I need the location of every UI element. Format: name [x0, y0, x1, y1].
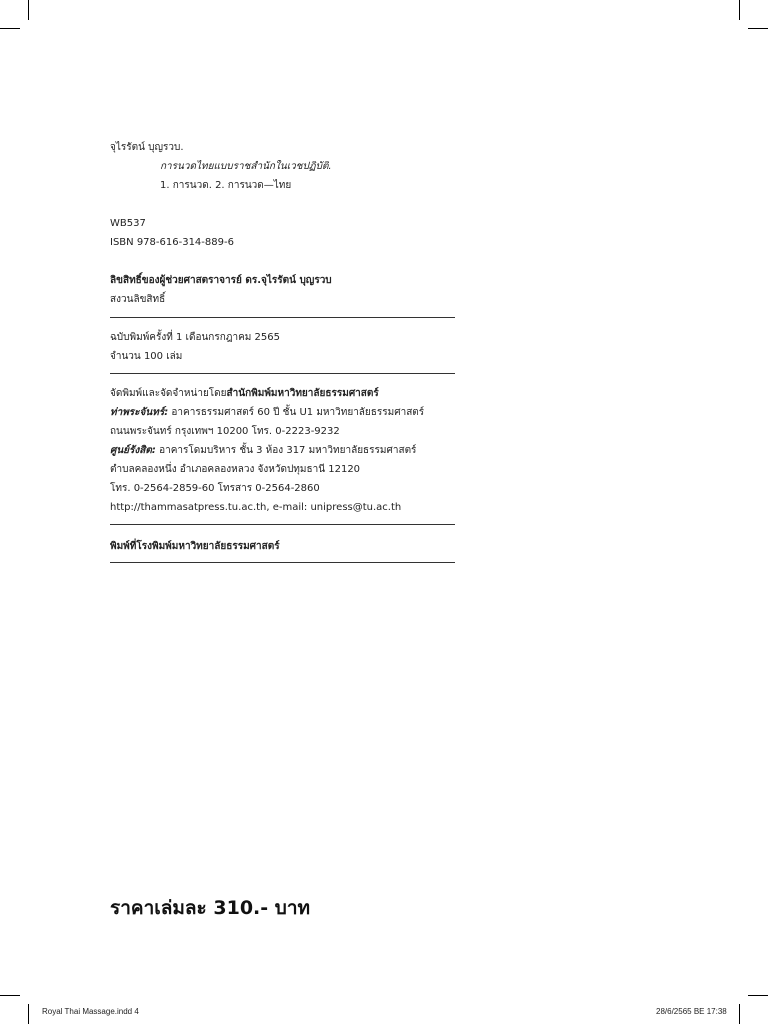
crop-mark-bottom-left-horizontal: [0, 995, 20, 996]
publisher-name: สำนักพิมพ์มหาวิทยาลัยธรรมศาสตร์: [226, 388, 379, 399]
print-run: จำนวน 100 เล่ม: [110, 351, 183, 362]
crop-mark-top-left-vertical: [28, 0, 29, 20]
crop-mark-bottom-right-vertical: [739, 1004, 740, 1024]
tha-prachan-address-line-2: ถนนพระจันทร์ กรุงเทพฯ 10200 โทร. 0-2223-9232: [110, 426, 340, 437]
rangsit-address-line-2: ตำบลคลองหนึ่ง อำเภอคลองหลวง จังหวัดปทุมธานี 12120: [110, 464, 361, 475]
publisher-intro: จัดพิมพ์และจัดจำหน่ายโดย: [110, 388, 227, 399]
isbn: ISBN 978-616-314-889-6: [110, 237, 234, 248]
divider: [110, 524, 455, 525]
divider: [110, 373, 455, 374]
author-line: จุไรรัตน์ บุญรวบ.: [110, 142, 184, 153]
rangsit-label: ศูนย์รังสิต:: [110, 445, 156, 456]
crop-mark-bottom-left-vertical: [28, 1004, 29, 1024]
crop-mark-top-right-vertical: [739, 0, 740, 20]
subject-headings: 1. การนวด. 2. การนวด—ไทย: [160, 180, 292, 191]
tha-prachan-address: อาคารธรรมศาสตร์ 60 ปี ชั้น U1 มหาวิทยาลัยธรรมศาสตร์: [171, 407, 425, 418]
rangsit-address: อาคารโดมบริหาร ชั้น 3 ห้อง 317 มหาวิทยาลัยธรรมศาสตร์: [159, 445, 417, 456]
divider: [110, 562, 455, 563]
crop-mark-top-left-horizontal: [0, 28, 20, 29]
tha-prachan-label: ท่าพระจันทร์:: [110, 407, 169, 418]
crop-mark-top-right-horizontal: [748, 28, 768, 29]
publisher-line: [110, 387, 379, 400]
price: ราคาเล่มละ 310.- บาท: [110, 897, 311, 919]
slug-datetime: 28/6/2565 BE 17:38: [656, 1007, 727, 1016]
book-title: การนวดไทยแบบราชสำนักในเวชปฏิบัติ.: [160, 161, 332, 172]
call-number: WB537: [110, 218, 146, 229]
web-email: http://thammasatpress.tu.ac.th, e-mail: unipress@tu.ac.th: [110, 502, 402, 513]
rangsit-address-line: [110, 444, 416, 457]
copyright-holder: ลิขสิทธิ์ของผู้ช่วยศาสตราจารย์ ดร.จุไรรัตน์ บุญรวบ: [110, 275, 332, 286]
phone-fax: โทร. 0-2564-2859-60 โทรสาร 0-2564-2860: [110, 483, 320, 494]
edition-line: ฉบับพิมพ์ครั้งที่ 1 เดือนกรกฎาคม 2565: [110, 332, 281, 343]
crop-mark-bottom-right-horizontal: [748, 995, 768, 996]
tha-prachan-address-line: [110, 406, 424, 419]
printer-line: พิมพ์ที่โรงพิมพ์มหาวิทยาลัยธรรมศาสตร์: [110, 541, 280, 552]
slug-filename: Royal Thai Massage.indd 4: [42, 1007, 139, 1016]
copyright-notice: สงวนลิขสิทธิ์: [110, 294, 166, 305]
divider: [110, 317, 455, 318]
